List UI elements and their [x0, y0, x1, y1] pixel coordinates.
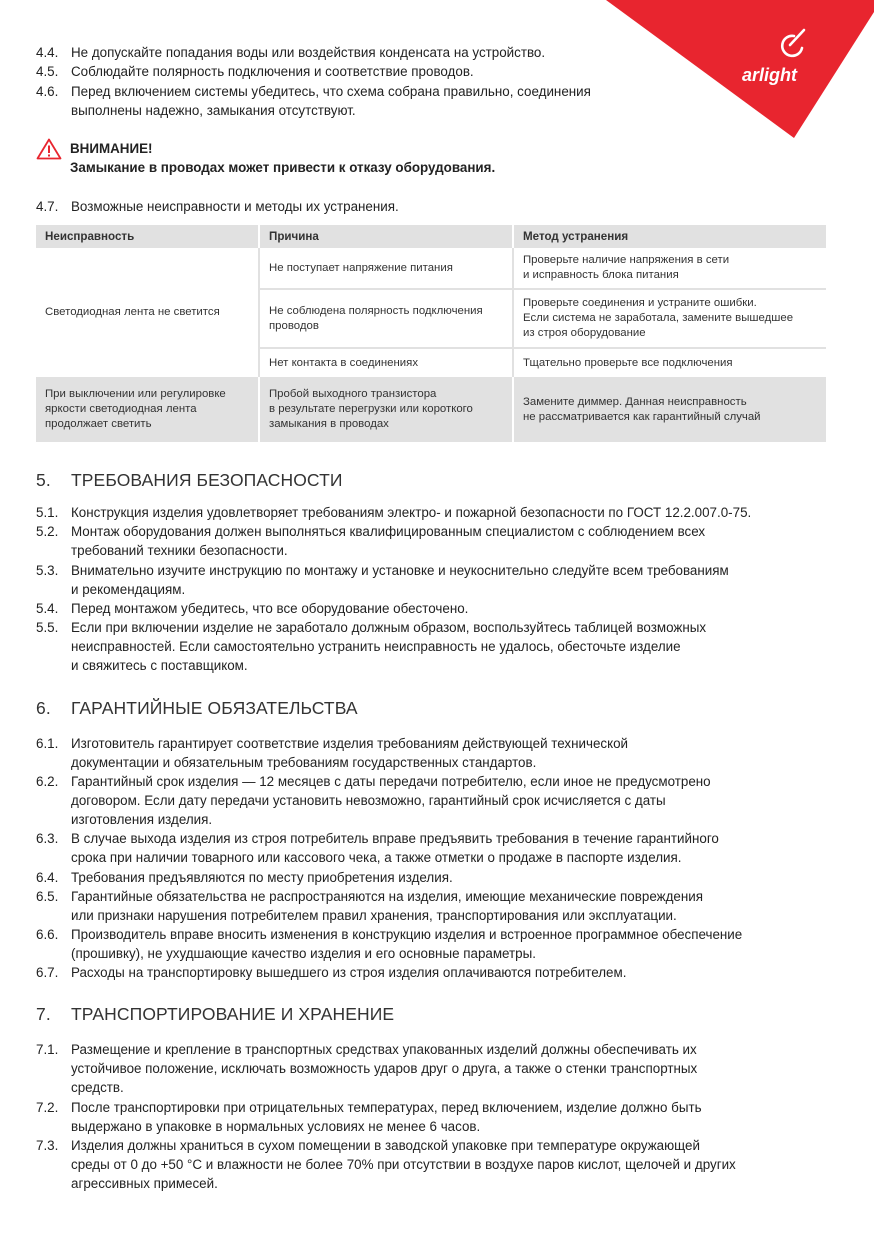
section-title: ТРАНСПОРТИРОВАНИЕ И ХРАНЕНИЕ: [71, 1004, 395, 1024]
list-item: [36, 734, 836, 772]
arlight-logo: arlight: [742, 65, 798, 85]
list-item: [36, 618, 836, 675]
item-number: 6.3.: [36, 831, 59, 846]
item-number: 6.7.: [36, 965, 59, 980]
list-item: [36, 561, 836, 599]
section-number: 5.: [36, 470, 51, 490]
item-text: После транспортировки при отрицательных температурах, перед включением, изделие должно быть выдержано в упаковке в нормальных условиях не менее 6 часов.: [71, 1100, 702, 1134]
item-text: Конструкция изделия удовлетворяет требованиям электро- и пожарной безопасности по ГОСТ 12.2.007.0-75.: [71, 505, 752, 520]
item-number: 6.4.: [36, 870, 59, 885]
item-text: Гарантийный срок изделия — 12 месяцев с даты передачи потребителю, если иное не предусмотрено договором. Если дату передачи установить невозможно, гарантийный срок исчисляется с даты изготовления изделия.: [71, 774, 711, 827]
section-heading: [36, 1003, 394, 1025]
item-number: 6.6.: [36, 927, 59, 942]
item-text: Не допускайте попадания воды или воздействия конденсата на устройство.: [71, 45, 546, 60]
warning-title: ВНИМАНИЕ!: [70, 141, 153, 156]
table-cell-remedy: Замените диммер. Данная неисправность не рассматривается как гарантийный случай: [514, 377, 826, 442]
item-text: Перед включением системы убедитесь, что схема собрана правильно, соединения выполнены надежно, замыкания отсутствуют.: [71, 84, 591, 118]
list-item: [36, 963, 836, 982]
section-title: ТРЕБОВАНИЯ БЕЗОПАСНОСТИ: [71, 470, 343, 490]
item-text: Соблюдайте полярность подключения и соответствие проводов.: [71, 64, 474, 79]
table-header-fault: Неисправность: [36, 225, 258, 248]
list-item: [36, 1098, 836, 1136]
item-text: Внимательно изучите инструкцию по монтажу и установке и неукоснительно следуйте всем требованиям и рекомендациям.: [71, 563, 729, 597]
table-divider: [512, 377, 514, 442]
item-text: Возможные неисправности и методы их устранения.: [71, 199, 399, 214]
list-item: [36, 1040, 836, 1097]
table-divider: [258, 377, 260, 442]
item-text: Изделия должны храниться в сухом помещении в заводской упаковке при температуре окружающей среды от 0 до +50 °C и влажности не более 70% при отсутствии в воздухе паров кислот, щелочей и других агрессивных примесей.: [71, 1138, 736, 1191]
list-item: [36, 62, 836, 81]
table-cell-cause: Пробой выходного транзистора в результате перегрузки или короткого замыкания в проводах: [260, 377, 512, 442]
item-number: 6.5.: [36, 889, 59, 904]
table-header-remedy: Метод устранения: [514, 225, 826, 248]
section-number: 6.: [36, 698, 51, 718]
section-title: ГАРАНТИЙНЫЕ ОБЯЗАТЕЛЬСТВА: [71, 698, 358, 718]
item-text: Размещение и крепление в транспортных средствах упакованных изделий должны обеспечивать их устойчивое положение, исключать возможность ударов друг о друга, а также о стенки транспортных средств.: [71, 1042, 698, 1095]
table-cell-cause: Не поступает напряжение питания: [269, 261, 453, 274]
table-cell-fault: При выключении или регулировке яркости светодиодная лента продолжает светить: [36, 377, 258, 442]
list-item: [36, 887, 836, 925]
list-item: [36, 868, 836, 887]
item-number: 4.7.: [36, 199, 59, 214]
list-item: [36, 829, 836, 867]
table-cell-fault: Светодиодная лента не светится: [45, 306, 220, 318]
list-item: [36, 522, 836, 560]
list-item: [36, 599, 836, 618]
warning-triangle-icon: [36, 138, 62, 160]
item-text: Расходы на транспортировку вышедшего из строя изделия оплачиваются потребителем.: [71, 965, 627, 980]
list-item: [36, 772, 836, 829]
item-number: 5.3.: [36, 563, 59, 578]
table-cell-cause: Нет контакта в соединениях: [269, 356, 419, 369]
list-item: [36, 925, 836, 963]
table-cell-remedy: Тщательно проверьте все подключения: [523, 356, 733, 369]
item-text: Производитель вправе вносить изменения в конструкцию изделия и встроенное программное обеспечение (прошивку), не ухудшающие качество изделия и его основные параметры.: [71, 927, 743, 961]
warning-text: Замыкание в проводах может привести к отказу оборудования.: [70, 160, 496, 175]
item-number: 4.5.: [36, 64, 59, 79]
item-number: 5.5.: [36, 620, 59, 635]
item-number: 5.4.: [36, 601, 59, 616]
item-number: 6.2.: [36, 774, 59, 789]
item-number: 4.4.: [36, 45, 59, 60]
item-number: 5.2.: [36, 524, 59, 539]
item-number: 7.3.: [36, 1138, 59, 1153]
list-item: [36, 503, 836, 522]
section-number: 7.: [36, 1004, 51, 1024]
list-item: [36, 1136, 836, 1193]
item-number: 6.1.: [36, 736, 59, 751]
table-cell-remedy: Проверьте наличие напряжения в сети и исправность блока питания: [523, 254, 730, 281]
item-text: Гарантийные обязательства не распространяются на изделия, имеющие механические повреждения или признаки нарушения потребителем правил хранения, транспортирования или эксплуатации.: [71, 889, 703, 923]
item-text: В случае выхода изделия из строя потребитель вправе предъявить требования в течение гарантийного срока при наличии товарного или кассового чека, а также отметки о продаже в паспорте изделия.: [71, 831, 719, 865]
list-item: [36, 82, 656, 120]
table-cell-remedy: Проверьте соединения и устраните ошибки. Если система не заработала, замените вышедшее из строя оборудование: [523, 297, 794, 339]
item-number: 4.6.: [36, 84, 59, 99]
list-item: [36, 43, 836, 62]
table-cell-cause: Не соблюдена полярность подключения проводов: [269, 304, 483, 332]
item-text: Изготовитель гарантирует соответствие изделия требованиям действующей технической документации и обязательным требованиям государственных стандартов.: [71, 736, 629, 770]
item-text: Требования предъявляются по месту приобретения изделия.: [71, 870, 453, 885]
section-heading: [36, 469, 343, 491]
item-text: Если при включении изделие не заработало должным образом, воспользуйтесь таблицей возможных неисправностей. Если самостоятельно устранить неисправность не удалось, обесточьте изделие и свяжитесь с поставщиком.: [71, 620, 707, 673]
section-heading: [36, 697, 358, 719]
item-text: Перед монтажом убедитесь, что все оборудование обесточено.: [71, 601, 469, 616]
item-number: 7.2.: [36, 1100, 59, 1115]
item-number: 5.1.: [36, 505, 59, 520]
item-number: 7.1.: [36, 1042, 59, 1057]
list-item: [36, 197, 836, 216]
item-text: Монтаж оборудования должен выполняться квалифицированным специалистом с соблюдением всех требований техники безопасности.: [71, 524, 706, 558]
table-header-cause: Причина: [260, 225, 512, 248]
